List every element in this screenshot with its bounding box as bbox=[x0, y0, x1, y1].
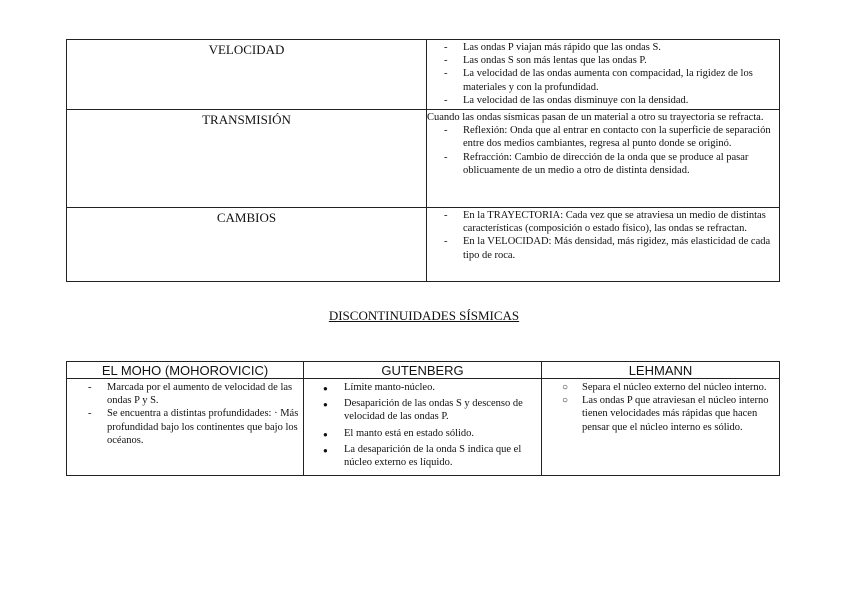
list-item: ○ Las ondas P que atraviesan el núcleo interno tienen velocidades más rápidas que hacen pensar que el núcleo interno es sólido. bbox=[582, 394, 775, 434]
list-item: - En la TRAYECTORIA: Cada vez que se atraviesa un medio de distintas características (composición o estado físico), las ondas se refractan. bbox=[463, 209, 773, 235]
row-header-cambios: CAMBIOS bbox=[67, 208, 427, 282]
list-item: - Marcada por el aumento de velocidad de las ondas P y S. bbox=[107, 381, 299, 407]
table-row bbox=[67, 110, 780, 208]
list-item: - Se encuentra a distintas profundidades: · Más profundidad bajo los continentes que bajo los océanos. bbox=[107, 407, 299, 447]
cell-lehmann bbox=[542, 379, 780, 476]
column-header-gutenberg: GUTENBERG bbox=[304, 362, 542, 379]
seismic-waves-table bbox=[66, 39, 780, 282]
discontinuities-table bbox=[66, 361, 780, 476]
row-content-cambios bbox=[427, 208, 780, 282]
list-item: - Las ondas P viajan más rápido que las ondas S. bbox=[463, 41, 773, 54]
column-header-lehmann: LEHMANN bbox=[542, 362, 780, 379]
list-item: ● Límite manto-núcleo. bbox=[344, 381, 537, 394]
list-item: ● Desaparición de las ondas S y descenso de velocidad de las ondas P. bbox=[344, 397, 537, 423]
table-row bbox=[67, 208, 780, 282]
section-title: DISCONTINUIDADES SÍSMICAS bbox=[328, 308, 520, 323]
row-intro-text: Cuando las ondas sísmicas pasan de un material a otro su trayectoria se refracta. bbox=[427, 112, 764, 124]
list-item: - Las ondas S son más lentas que las ondas P. bbox=[463, 54, 773, 67]
row-content-velocidad bbox=[427, 40, 780, 110]
list-item: - La velocidad de las ondas disminuye con la densidad. bbox=[463, 94, 773, 107]
list-item: - En la VELOCIDAD: Más densidad, más rigidez, más elasticidad de cada tipo de roca. bbox=[463, 235, 773, 261]
cell-moho bbox=[67, 379, 304, 476]
table-header-row bbox=[67, 362, 780, 379]
column-header-moho: EL MOHO (MOHOROVICIC) bbox=[67, 362, 304, 379]
cell-gutenberg bbox=[304, 379, 542, 476]
list-item: - Reflexión: Onda que al entrar en contacto con la superficie de separación entre dos medios cambiantes, regresa al punto donde se originó. bbox=[463, 124, 773, 150]
table-row bbox=[67, 379, 780, 476]
list-item: - Refracción: Cambio de dirección de la onda que se produce al pasar oblicuamente de un medio a otro de distinta densidad. bbox=[463, 151, 773, 177]
row-header-velocidad: VELOCIDAD bbox=[67, 40, 427, 110]
row-content-transmision bbox=[427, 110, 780, 208]
table-row bbox=[67, 40, 780, 110]
row-header-transmision: TRANSMISIÓN bbox=[67, 110, 427, 208]
list-item: ● La desaparición de la onda S indica que el núcleo externo es líquido. bbox=[344, 443, 537, 469]
list-item: ● El manto está en estado sólido. bbox=[344, 427, 537, 440]
list-item: ○ Separa el núcleo externo del núcleo interno. bbox=[582, 381, 775, 394]
list-item: - La velocidad de las ondas aumenta con compacidad, la rigidez de los materiales y con la profundidad. bbox=[463, 67, 773, 93]
